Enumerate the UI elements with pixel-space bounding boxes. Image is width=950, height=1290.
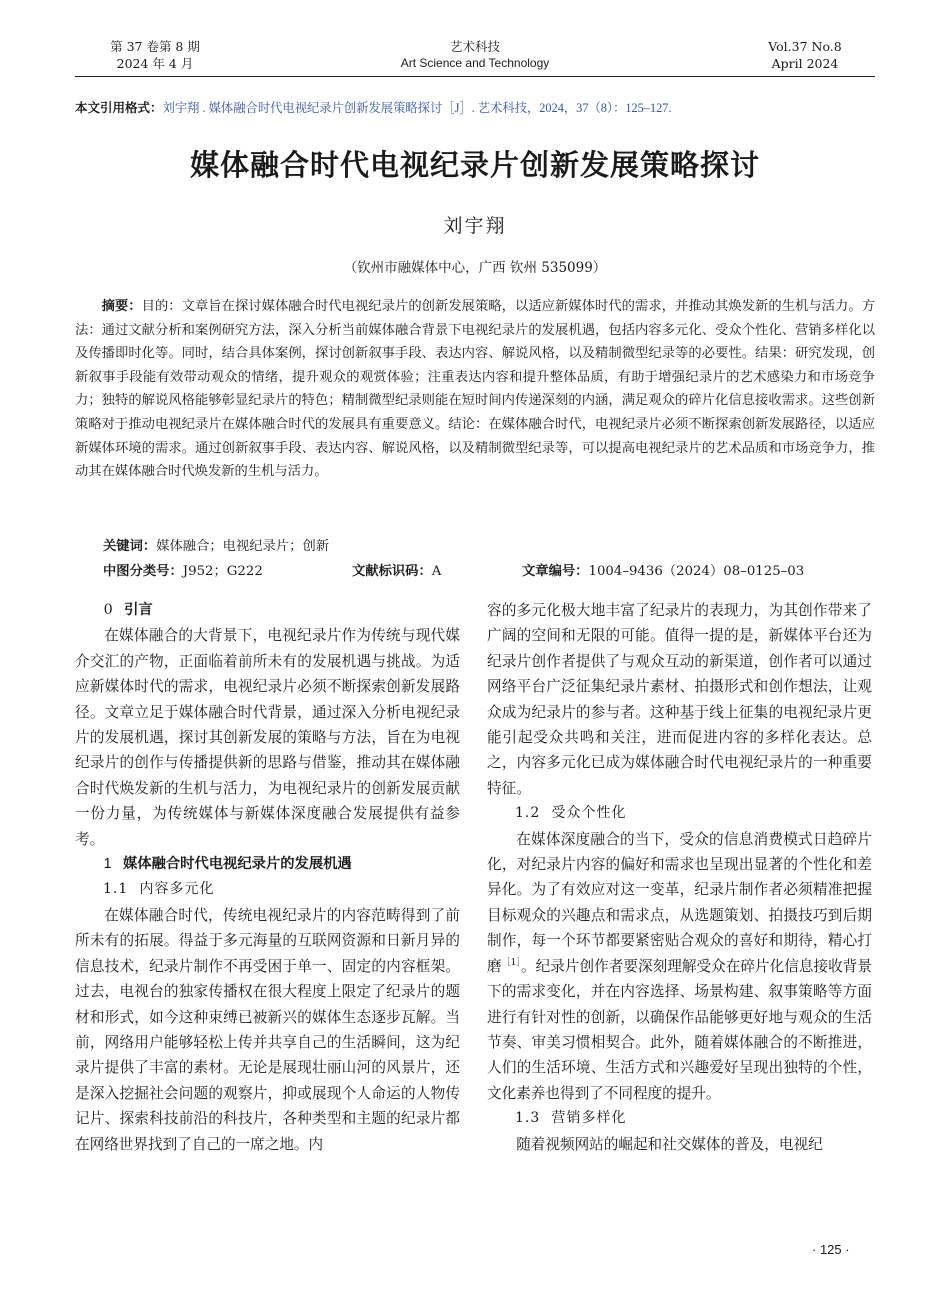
issue-date-en: April 2024	[771, 56, 839, 71]
subsection-title: 受众个性化	[551, 805, 627, 822]
abstract	[75, 294, 875, 484]
subsection-heading-1-2	[487, 801, 872, 826]
volume-issue-en: Vol.37 No.8	[768, 39, 842, 54]
section-title: 媒体融合时代电视纪录片的发展机遇	[122, 856, 352, 873]
abstract-text: 目的：文章旨在探讨媒体融合时代电视纪录片的创新发展策略，以适应新媒体时代的需求，并推动其焕发新的生机与活力。方法：通过文献分析和案例研究方法，深入分析当前媒体融合背景下电视纪录片的发展机遇，包括内容多元化、受众个性化、营销多样化以及传播即时化等。同时，结合具体案例，探讨创新叙事手段、表达内容、解说风格，以及精制微型纪录等的必要性。结果：研究发现，创新叙事手段能有效带动观众的情绪，提升观众的观赏体验；注重表达内容和提升整体品质，有助于增强纪录片的艺术感染力和市场竞争力；独特的解说风格能够彰显纪录片的特色；精制微型纪录则能在短时间内传递深刻的内涵，满足观众的碎片化信息接收需求。这些创新策略对于推动电视纪录片在媒体融合时代的发展具有重要意义。结论：在媒体融合时代，电视纪录片必须不断探索创新发展路径，以适应新媒体环境的需求。通过创新叙事手段、表达内容、解说风格，以及精制微型纪录等，可以提高电视纪录片的艺术品质和市场竞争力，推动其在媒体融合时代焕发新的生机与活力。	[75, 299, 876, 480]
abstract-label: 摘要：	[101, 298, 142, 313]
paragraph-content-diversity-continued: 容的多元化极大地丰富了纪录片的表现力，为其创作带来了广阔的空间和无限的可能。值得一提的是，新媒体平台还为纪录片创作者提供了与观众互动的新渠道，创作者可以通过网络平台广泛征集纪录片素材、拍摄形式和创作想法，让观众成为纪录片的参与者。这种基于线上征集的电视纪录片更能引起受众共鸣和关注，进而促进内容的多样化表达。总之，内容多元化已成为媒体融合时代电视纪录片的一种重要特征。	[487, 602, 872, 797]
paragraph-introduction: 在媒体融合的大背景下，电视纪录片作为传统与现代媒介交汇的产物，正面临着前所未有的发展机遇与挑战。为适应新媒体时代的需求，电视纪录片必须不断探索创新发展路径。文章立足于媒体融合时代背景，通过深入分析电视纪录片的发展机遇，探讨其创新发展的策略与方法，旨在为电视纪录片的创作与传播提供新的思路与借鉴，推动其在媒体融合时代焕发新的生机与活力，为电视纪录片的创新发展贡献一份力量，为传统媒体与新媒体深度融合发展提供有益参考。	[75, 627, 460, 848]
keywords	[103, 535, 873, 558]
clc-label: 中图分类号：	[103, 563, 183, 578]
document-code-label: 文献标识码：	[352, 563, 432, 578]
header-divider	[75, 76, 875, 77]
subsection-title: 营销多样化	[551, 1110, 627, 1127]
journal-name-en: Art Science and Technology	[400, 56, 550, 70]
paragraph-text: 。纪录片创作者要深刻理解受众在碎片化信息接收背景下的需求变化，并在内容选择、场景构建、叙事策略等方面进行有针对性的创新，以确保作品能够更好地与观众的生活节奏、审美习惯相契合。此外，随着媒体融合的不断推进，人们的生活环境、生活方式和兴趣爱好呈现出独特的个性，文化素养也得到了不同程度的提升。	[487, 957, 872, 1102]
section-heading-1	[75, 852, 460, 877]
citation-text: 刘宇翔 . 媒体融合时代电视纪录片创新发展策略探讨［J］. 艺术科技，2024，37（8）：125–127.	[162, 101, 672, 115]
article-number	[522, 560, 804, 583]
document-code-value: A	[431, 564, 442, 579]
section-heading-0	[75, 598, 460, 623]
author-affiliation: （钦州市融媒体中心，广西 钦州 535099）	[343, 260, 607, 276]
subsection-heading-1-1	[75, 877, 460, 902]
journal-name	[340, 38, 610, 72]
section-number: 0	[103, 602, 113, 618]
author-name: 刘宇翔	[443, 215, 507, 237]
issue-date: 2024 年 4 月	[116, 56, 194, 71]
paragraph-content-diversity: 在媒体融合时代，传统电视纪录片的内容范畴得到了前所未有的拓展。得益于多元海量的互联网资源和日新月异的信息技术，纪录片制作不再受困于单一、固定的内容框架。过去，电视台的独家传播权在很大程度上限定了纪录片的题材和形式，如今这种束缚已被新兴的媒体生态逐步瓦解。当前，网络用户能够轻松上传并共享自己的生活瞬间，这为纪录片提供了丰富的素材。无论是展现壮丽山河的风景片，还是深入挖掘社会问题的观察片，抑或展现个人命运的人物传记片、探索科技前沿的科技片，各种类型和主题的纪录片都在网络世界找到了自己的一席之地。内	[75, 906, 460, 1153]
document-code	[352, 560, 441, 583]
keywords-text: 媒体融合；电视纪录片；创新	[156, 539, 330, 554]
reference-marker[interactable]: ［1］	[501, 957, 521, 968]
journal-volume-info	[90, 38, 220, 72]
body-column-left	[75, 598, 460, 1157]
subsection-number: 1.3	[515, 1110, 541, 1127]
paragraph-text: 在媒体深度融合的当下，受众的信息消费模式日趋碎片化，对纪录片内容的偏好和需求也呈现出显著的个性化和差异化。为了有效应对这一变革，纪录片制作者必须精准把握目标观众的兴趣点和需求点，从选题策划、拍摄技巧到后期制作，每一个环节都要紧密贴合观众的喜好和期待，精心打磨	[487, 830, 872, 975]
volume-issue: 第 37 卷第 8 期	[110, 39, 200, 54]
body-column-right	[487, 598, 872, 1157]
clc-value: J952；G222	[182, 564, 263, 579]
article-number-value: 1004–9436（2024）08–0125–03	[588, 564, 805, 579]
subsection-title: 内容多元化	[139, 881, 215, 898]
paragraph-marketing-diversity: 随着视频网站的崛起和社交媒体的普及，电视纪	[516, 1135, 823, 1153]
subsection-number: 1.1	[103, 881, 129, 898]
subsection-heading-1-3	[487, 1106, 872, 1131]
section-title: 引言	[124, 602, 153, 618]
citation-line	[75, 99, 895, 117]
paper-title: 媒体融合时代电视纪录片创新发展策略探讨	[189, 150, 760, 182]
journal-name-cn: 艺术科技	[449, 39, 500, 54]
citation-label: 本文引用格式：	[75, 101, 163, 115]
subsection-number: 1.2	[515, 805, 541, 822]
section-number: 1	[103, 856, 112, 873]
page-number: · 125 ·	[812, 1242, 850, 1257]
clc-number	[103, 560, 263, 583]
paragraph-audience-personalization	[487, 827, 872, 1106]
article-number-label: 文章编号：	[522, 563, 589, 578]
journal-volume-info-en	[740, 38, 870, 72]
keywords-label: 关键词：	[103, 538, 157, 553]
